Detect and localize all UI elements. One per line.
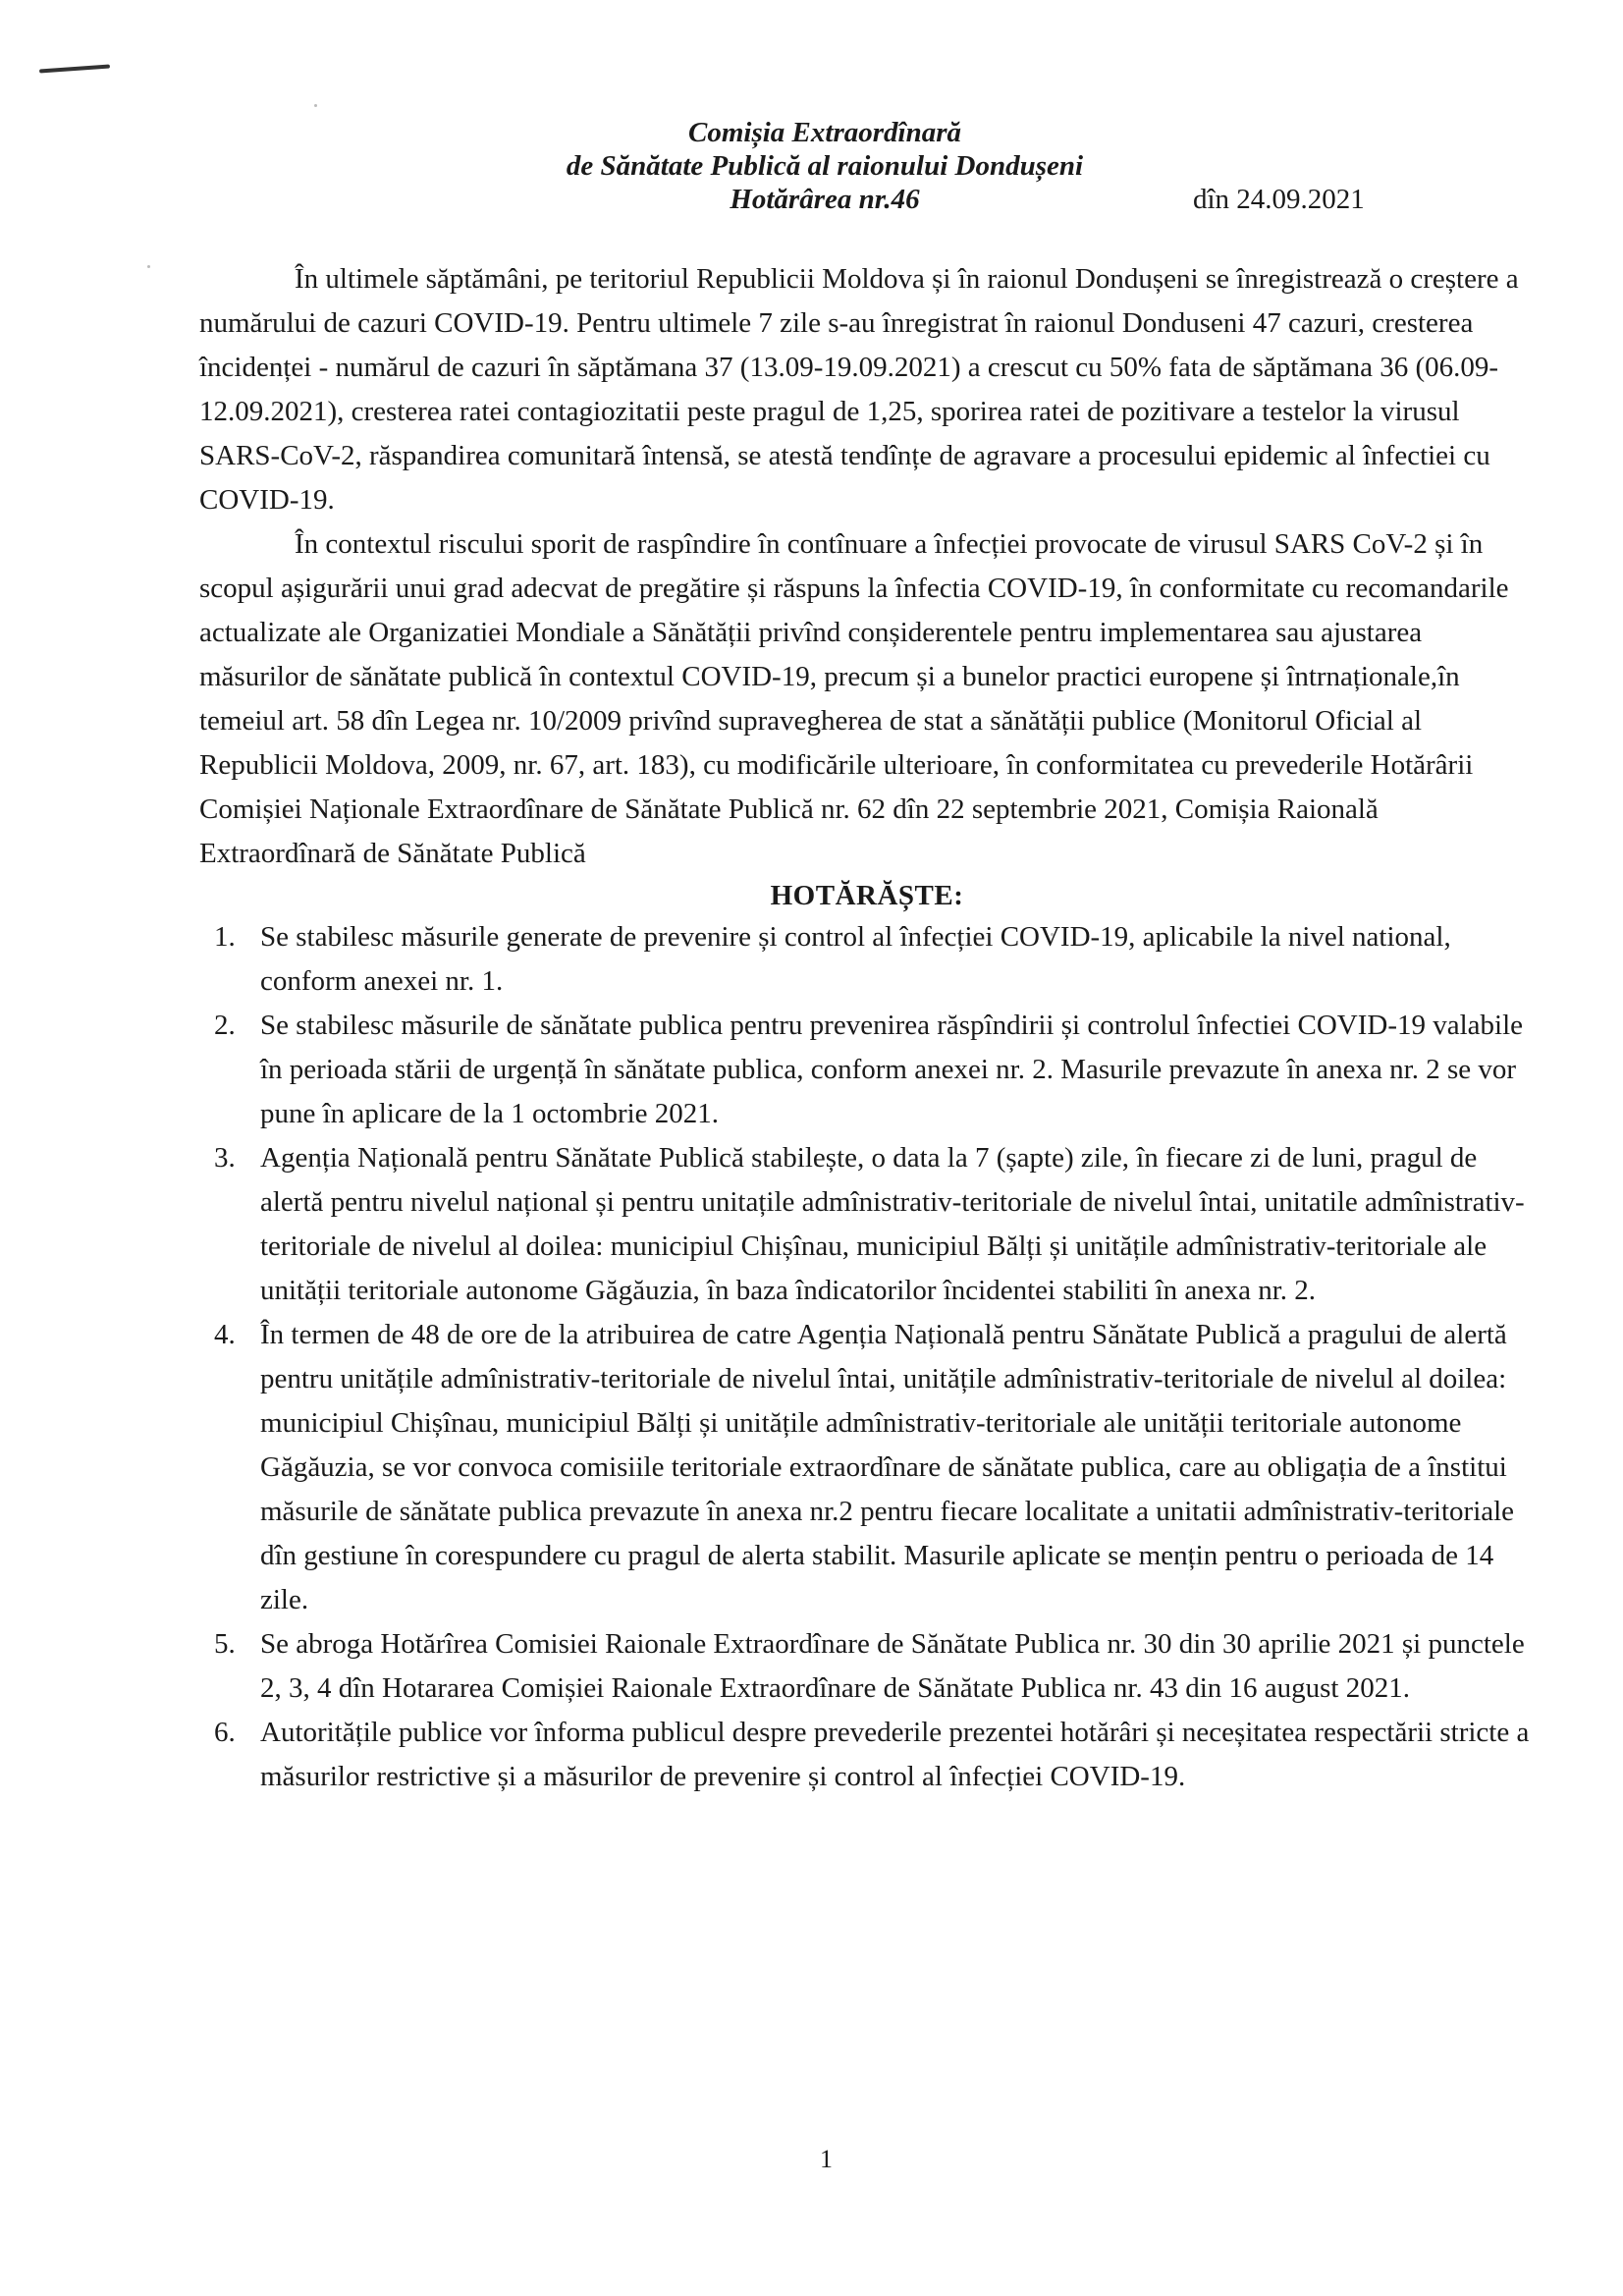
decision-item — [199, 915, 1535, 1004]
item-text: Se stabilesc măsurile de sănătate publica pentru prevenirea răspîndirii și controlul înfectiei COVID-19 valabile în perioada stării de urgență în sănătate publica, conform anexei nr. 2. Masurile prevazute în anexa nr. 2 se vor pune în aplicare de la 1 octombrie 2021. — [260, 1010, 1524, 1129]
decision-items — [199, 915, 1535, 1799]
scan-speck — [314, 104, 317, 107]
resolves-heading: HOTĂRĂȘTE: — [770, 880, 964, 911]
decision-item — [199, 1004, 1535, 1136]
document-header — [0, 116, 1623, 216]
decision-item — [199, 1622, 1535, 1711]
item-number: 3. — [214, 1142, 236, 1174]
decision-item — [199, 1313, 1535, 1622]
item-number: 1. — [214, 921, 236, 953]
item-text: Se abroga Hotărîrea Comisiei Raionale Extraordînare de Sănătate Publica nr. 30 din 30 aprilie 2021 și punctele 2, 3, 4 dîn Hotararea Comișiei Raionale Extraordînare de Sănătate Publica nr. 43 din 16 august 2021. — [260, 1628, 1525, 1704]
item-text: Se stabilesc măsurile generate de prevenire și control al înfecției COVID-19, aplicabile la nivel national, conform anexei nr. 1. — [260, 921, 1451, 997]
preamble-paragraph-2: În contextul riscului sporit de raspîndire în contînuare a înfecției provocate de virusul SARS CoV-2 și în scopul așigurării unui grad adecvat de pregătire și răspuns la înfectia COVID-19, în conformitate cu recomandarile actualizate ale Organizatiei Mondiale a Sănătății privînd conșiderentele pentru implementarea sau ajustarea măsurilor de sănătate publică în contextul COVID-19, precum și a bunelor practici europene și întrnaționale,în temeiul art. 58 dîn Legea nr. 10/2009 privînd supravegherea de stat a sănătății publice (Monitorul Oficial al Republicii Moldova, 2009, nr. 67, art. 183), cu modificările ulterioare, în conformitatea cu prevederile Hotărârii Comișiei Naționale Extraordînare de Sănătate Publică nr. 62 dîn 22 septembrie 2021, Comișia Raională Extraordînară de Sănătate Publică — [199, 528, 1509, 869]
decision-item — [199, 1136, 1535, 1313]
document-body — [199, 257, 1535, 1799]
page-number: 1 — [820, 2145, 833, 2173]
issuer-line-1: Comișia Extraordînară — [688, 117, 961, 148]
item-text: În termen de 48 de ore de la atribuirea de catre Agenția Națională pentru Sănătate Publică a pragului de alertă pentru unitățile admînistrativ-teritoriale de nivelul întai, unitățile admînistrativ-teritoriale de nivelul al doilea: municipiul Chișînau, municipiul Bălți și unitățile admînistrativ-teritoriale ale unității teritoriale autonome Găgăuzia, se vor convoca comisiile teritoriale extraordînare de sănătate publica, care au obligația de a înstitui măsurile de sănătate publica prevazute în anexa nr.2 pentru fiecare localitate a unitatii admînistrativ-teritoriale dîn gestiune în corespundere cu pragul de alerta stabilit. Masurile aplicate se mențin pentru o perioada de 14 zile. — [260, 1319, 1515, 1615]
item-number: 6. — [214, 1717, 236, 1748]
item-text: Agenția Națională pentru Sănătate Publică stabilește, o data la 7 (șapte) zile, în fiecare zi de luni, pragul de alertă pentru nivelul național și pentru unitațile admînistrativ-teritoriale de nivelul întai, unitatile admînistrativ-teritoriale de nivelul al doilea: municipiul Chișînau, municipiul Bălți și unitățile admînistrativ-teritoriale ale unității teritoriale autonome Găgăuzia, în baza îndicatorilor încidentei stabiliti în anexa nr. 2. — [260, 1142, 1525, 1306]
issuer-line-2: de Sănătate Publică al raionului Dondușeni — [566, 150, 1084, 182]
item-text: Autoritățile publice vor înforma publicul despre prevederile prezentei hotărâri și neceșitatea respectării stricte a măsurilor restrictive și a măsurilor de prevenire și control al înfecției COVID-19. — [260, 1717, 1530, 1792]
preamble-paragraph-1: În ultimele săptămâni, pe teritoriul Republicii Moldova și în raionul Dondușeni se înregistrează o creștere a numărului de cazuri COVID-19. Pentru ultimele 7 zile s-au înregistrat în raionul Donduseni 47 cazuri, cresterea încidenței - numărul de cazuri în săptămana 37 (13.09-19.09.2021) a crescut cu 50% fata de săptămana 36 (06.09- 12.09.2021), cresterea ratei contagiozitatii peste pragul de 1,25, sporirea ratei de pozitivare a testelor la virusul SARS-CoV-2, răspandirea comunitară întensă, se atestă tendînțe de agravare a procesului epidemic al înfectiei cu COVID-19. — [199, 263, 1519, 516]
decision-date: dîn 24.09.2021 — [1193, 184, 1365, 215]
pen-mark — [39, 64, 110, 73]
item-number: 4. — [214, 1319, 236, 1350]
item-number: 5. — [214, 1628, 236, 1660]
item-number: 2. — [214, 1010, 236, 1041]
decision-number: Hotărârea nr.46 — [730, 184, 920, 215]
decision-item — [199, 1711, 1535, 1799]
scan-speck — [147, 265, 150, 268]
